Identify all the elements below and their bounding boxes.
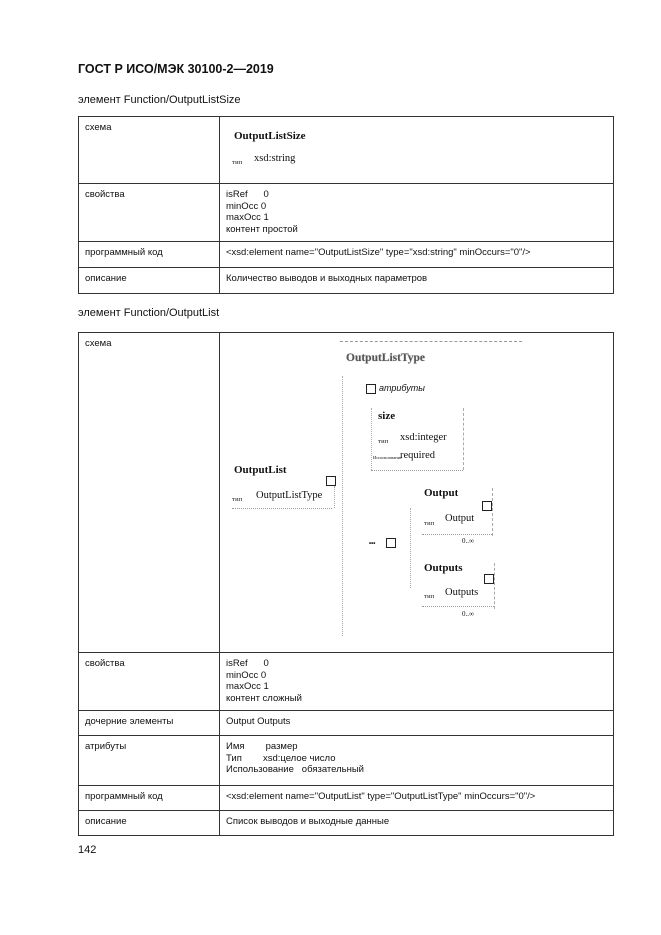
attribute-box-bottom-edge bbox=[371, 470, 463, 471]
property-maxocc: maxOcc 1 bbox=[226, 212, 269, 223]
attribute-type-row: Тип xsd:целое число bbox=[226, 752, 336, 764]
document-header: ГОСТ Р ИСО/МЭК 30100-2—2019 bbox=[78, 62, 274, 76]
schema-diagram bbox=[226, 338, 607, 646]
diagram-element-name: OutputListSize bbox=[234, 130, 306, 142]
property-minocc: minOcc 0 bbox=[226, 669, 267, 681]
child-outputs-right-edge bbox=[494, 563, 495, 609]
attribute-use-row: Использование обязательный bbox=[226, 764, 364, 775]
attribute-box-right-edge bbox=[463, 408, 464, 470]
element-expand-icon bbox=[326, 476, 336, 486]
element-type-label: тип bbox=[232, 496, 243, 503]
row-label-code: программный код bbox=[79, 242, 220, 268]
element-name: OutputList bbox=[234, 464, 287, 476]
child-output-expand-icon bbox=[482, 501, 492, 511]
description-cell: Список выводов и выходные данные bbox=[220, 811, 614, 836]
type-container-border bbox=[340, 341, 522, 342]
diagram-type-value: xsd:string bbox=[254, 153, 296, 164]
sequence-icon: ••• bbox=[369, 541, 376, 547]
row-label-attributes: атрибуты bbox=[79, 736, 220, 786]
child-output-name: Output bbox=[424, 487, 459, 499]
attribute-name-row: Имя размер bbox=[226, 741, 298, 752]
row-label-code: программный код bbox=[79, 786, 220, 811]
description-cell: Количество выводов и выходных параметров bbox=[220, 268, 614, 294]
page-number: 142 bbox=[78, 844, 97, 856]
row-label-description: описание bbox=[79, 268, 220, 294]
type-title: OutputListType bbox=[346, 352, 426, 364]
child-output-type-label: тип bbox=[424, 520, 435, 527]
row-label-properties: свойства bbox=[79, 184, 220, 242]
element-box-bottom-edge bbox=[232, 508, 332, 509]
children-cell: Output Outputs bbox=[220, 711, 614, 736]
property-content: контент простой bbox=[226, 223, 298, 235]
spec-table-outputlist bbox=[78, 332, 614, 836]
child-output-bottom-edge bbox=[422, 534, 492, 535]
schema-cell bbox=[220, 333, 614, 653]
spec-table-outputlistsize bbox=[78, 116, 614, 294]
properties-cell bbox=[220, 653, 614, 711]
child-output-right-edge bbox=[492, 488, 493, 536]
code-cell: <xsd:element name="OutputListSize" type="xsd:string" minOccurs="0"/> bbox=[220, 242, 614, 268]
sequence-branch-line bbox=[410, 508, 411, 588]
child-outputs-bottom-edge bbox=[422, 606, 494, 607]
attributes-checkbox-icon bbox=[366, 384, 376, 394]
attribute-box-left-edge bbox=[371, 408, 372, 470]
properties-cell bbox=[220, 184, 614, 242]
child-output-type-value: Output bbox=[445, 513, 475, 524]
row-label-children: дочерние элементы bbox=[79, 711, 220, 736]
attribute-use-label: Использование bbox=[373, 455, 403, 460]
element-box-right-edge bbox=[334, 486, 335, 508]
property-isref: isRef 0 bbox=[226, 658, 269, 669]
row-label-schema: схема bbox=[79, 333, 220, 653]
attribute-type-value: xsd:integer bbox=[400, 432, 447, 443]
row-label-properties: свойства bbox=[79, 653, 220, 711]
row-label-schema: схема bbox=[79, 117, 220, 184]
attributes-cell bbox=[220, 736, 614, 786]
property-minocc: minOcc 0 bbox=[226, 200, 267, 212]
type-container-left-edge bbox=[342, 376, 343, 636]
child-outputs-type-value: Outputs bbox=[445, 587, 479, 598]
code-cell: <xsd:element name="OutputList" type="OutputListType" minOccurs="0"/> bbox=[220, 786, 614, 811]
attribute-name: size bbox=[378, 410, 396, 422]
section-caption-outputlist: элемент Function/OutputList bbox=[78, 307, 220, 319]
sequence-expand-icon bbox=[386, 538, 396, 548]
child-outputs-expand-icon bbox=[484, 574, 494, 584]
schema-cell bbox=[220, 117, 614, 184]
diagram-type-label: тип bbox=[232, 159, 243, 166]
attribute-type-label: тип bbox=[378, 438, 389, 445]
child-outputs-type-label: тип bbox=[424, 593, 435, 600]
attribute-use-value: required bbox=[400, 450, 435, 461]
element-type-value: OutputListType bbox=[256, 490, 323, 501]
child-outputs-occurs: 0..∞ bbox=[462, 610, 474, 618]
property-maxocc: maxOcc 1 bbox=[226, 681, 269, 692]
property-isref: isRef 0 bbox=[226, 189, 269, 200]
child-outputs-name: Outputs bbox=[424, 562, 463, 574]
child-output-occurs: 0..∞ bbox=[462, 537, 474, 545]
row-label-description: описание bbox=[79, 811, 220, 836]
attributes-label: атрибуты bbox=[379, 383, 425, 393]
schema-diagram bbox=[226, 122, 607, 178]
section-caption-outputlistsize: элемент Function/OutputListSize bbox=[78, 94, 241, 106]
property-content: контент сложный bbox=[226, 692, 302, 704]
